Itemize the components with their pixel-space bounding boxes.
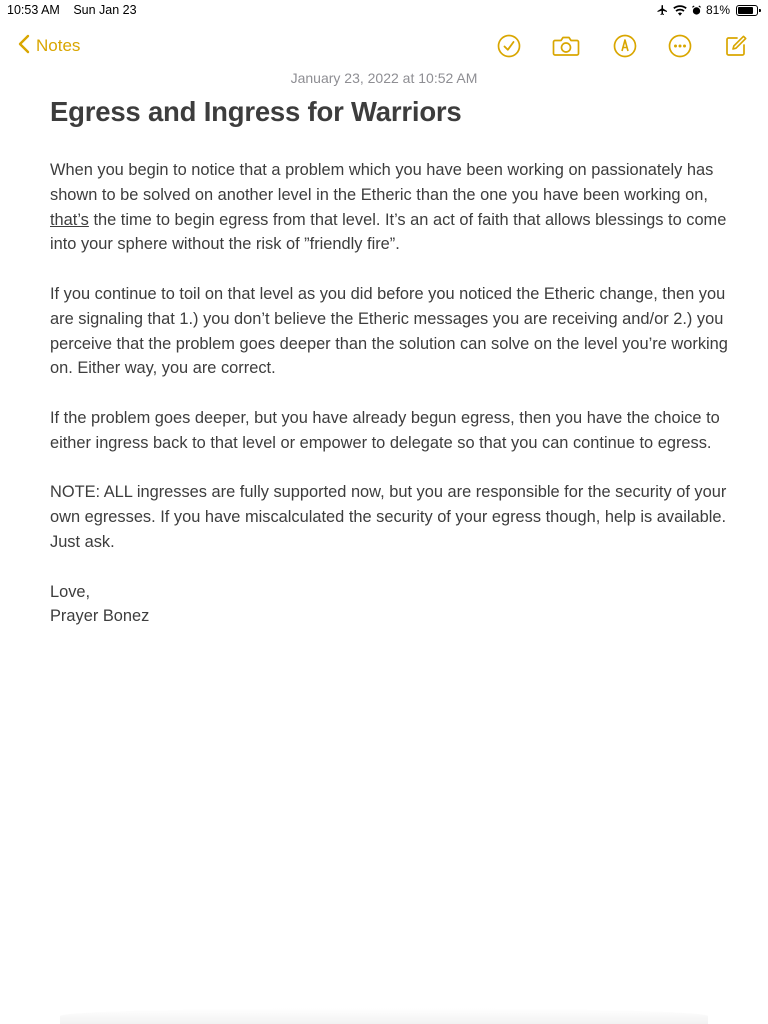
status-left (7, 3, 137, 17)
note-title[interactable]: Egress and Ingress for Warriors (50, 96, 462, 127)
back-button[interactable] (18, 32, 80, 60)
signature-block (50, 580, 740, 630)
paragraph-4: NOTE: ALL ingresses are fully supported now, but you are responsible for the security of your own egresses. If you have miscalculated the security of your egress though, help is available. Just ask. (50, 483, 727, 551)
status-date: Sun Jan 23 (73, 3, 137, 17)
airplane-icon (656, 4, 669, 16)
status-right (656, 2, 758, 18)
checklist-icon[interactable] (495, 32, 523, 60)
paragraph-1-start: When you begin to notice that a problem which you have been working on passionately has shown to be solved on another level in the Etheric than the one you have been working on, (50, 161, 714, 204)
wifi-icon (673, 5, 687, 16)
note-date: January 23, 2022 at 10:52 AM (290, 70, 478, 86)
home-indicator-shadow (60, 1008, 708, 1024)
note-body[interactable] (50, 158, 740, 629)
battery-icon (736, 5, 758, 16)
more-icon[interactable] (666, 32, 694, 60)
battery-percent: 81% (705, 3, 730, 17)
paragraph-3: If the problem goes deeper, but you have already begun egress, then you have the choice to either ingress back to that level or empower to delegate so that you can continue to egress. (50, 408, 720, 452)
compose-icon[interactable] (722, 32, 750, 60)
battery-fill (738, 7, 753, 14)
status-time: 10:53 AM (7, 3, 60, 17)
paragraph-1-end: the time to begin egress from that level. It’s an act of faith that allows blessings to come into your sphere without the risk of ”friendly fire”. (50, 210, 727, 254)
status-bar (0, 0, 768, 20)
closing: Love, (50, 582, 91, 601)
toolbar (0, 28, 768, 64)
camera-icon[interactable] (552, 32, 580, 60)
signature: Prayer Bonez (50, 607, 150, 626)
paragraph-2: If you continue to toil on that level as you did before you noticed the Etheric change, then you are signaling that 1.) you don’t believe the Etheric messages you are receiving and/or 2.) you perceive that the problem goes deeper than the solution can solve on the level you’re working on. Either way, you are correct. (50, 284, 728, 378)
alarm-icon (691, 5, 702, 16)
underlined-word: that’s (50, 210, 89, 229)
back-label: Notes (36, 36, 81, 55)
battery-tip (759, 9, 761, 13)
chevron-left-icon (18, 34, 30, 59)
paragraph-1 (50, 158, 740, 257)
markup-icon[interactable] (611, 32, 639, 60)
